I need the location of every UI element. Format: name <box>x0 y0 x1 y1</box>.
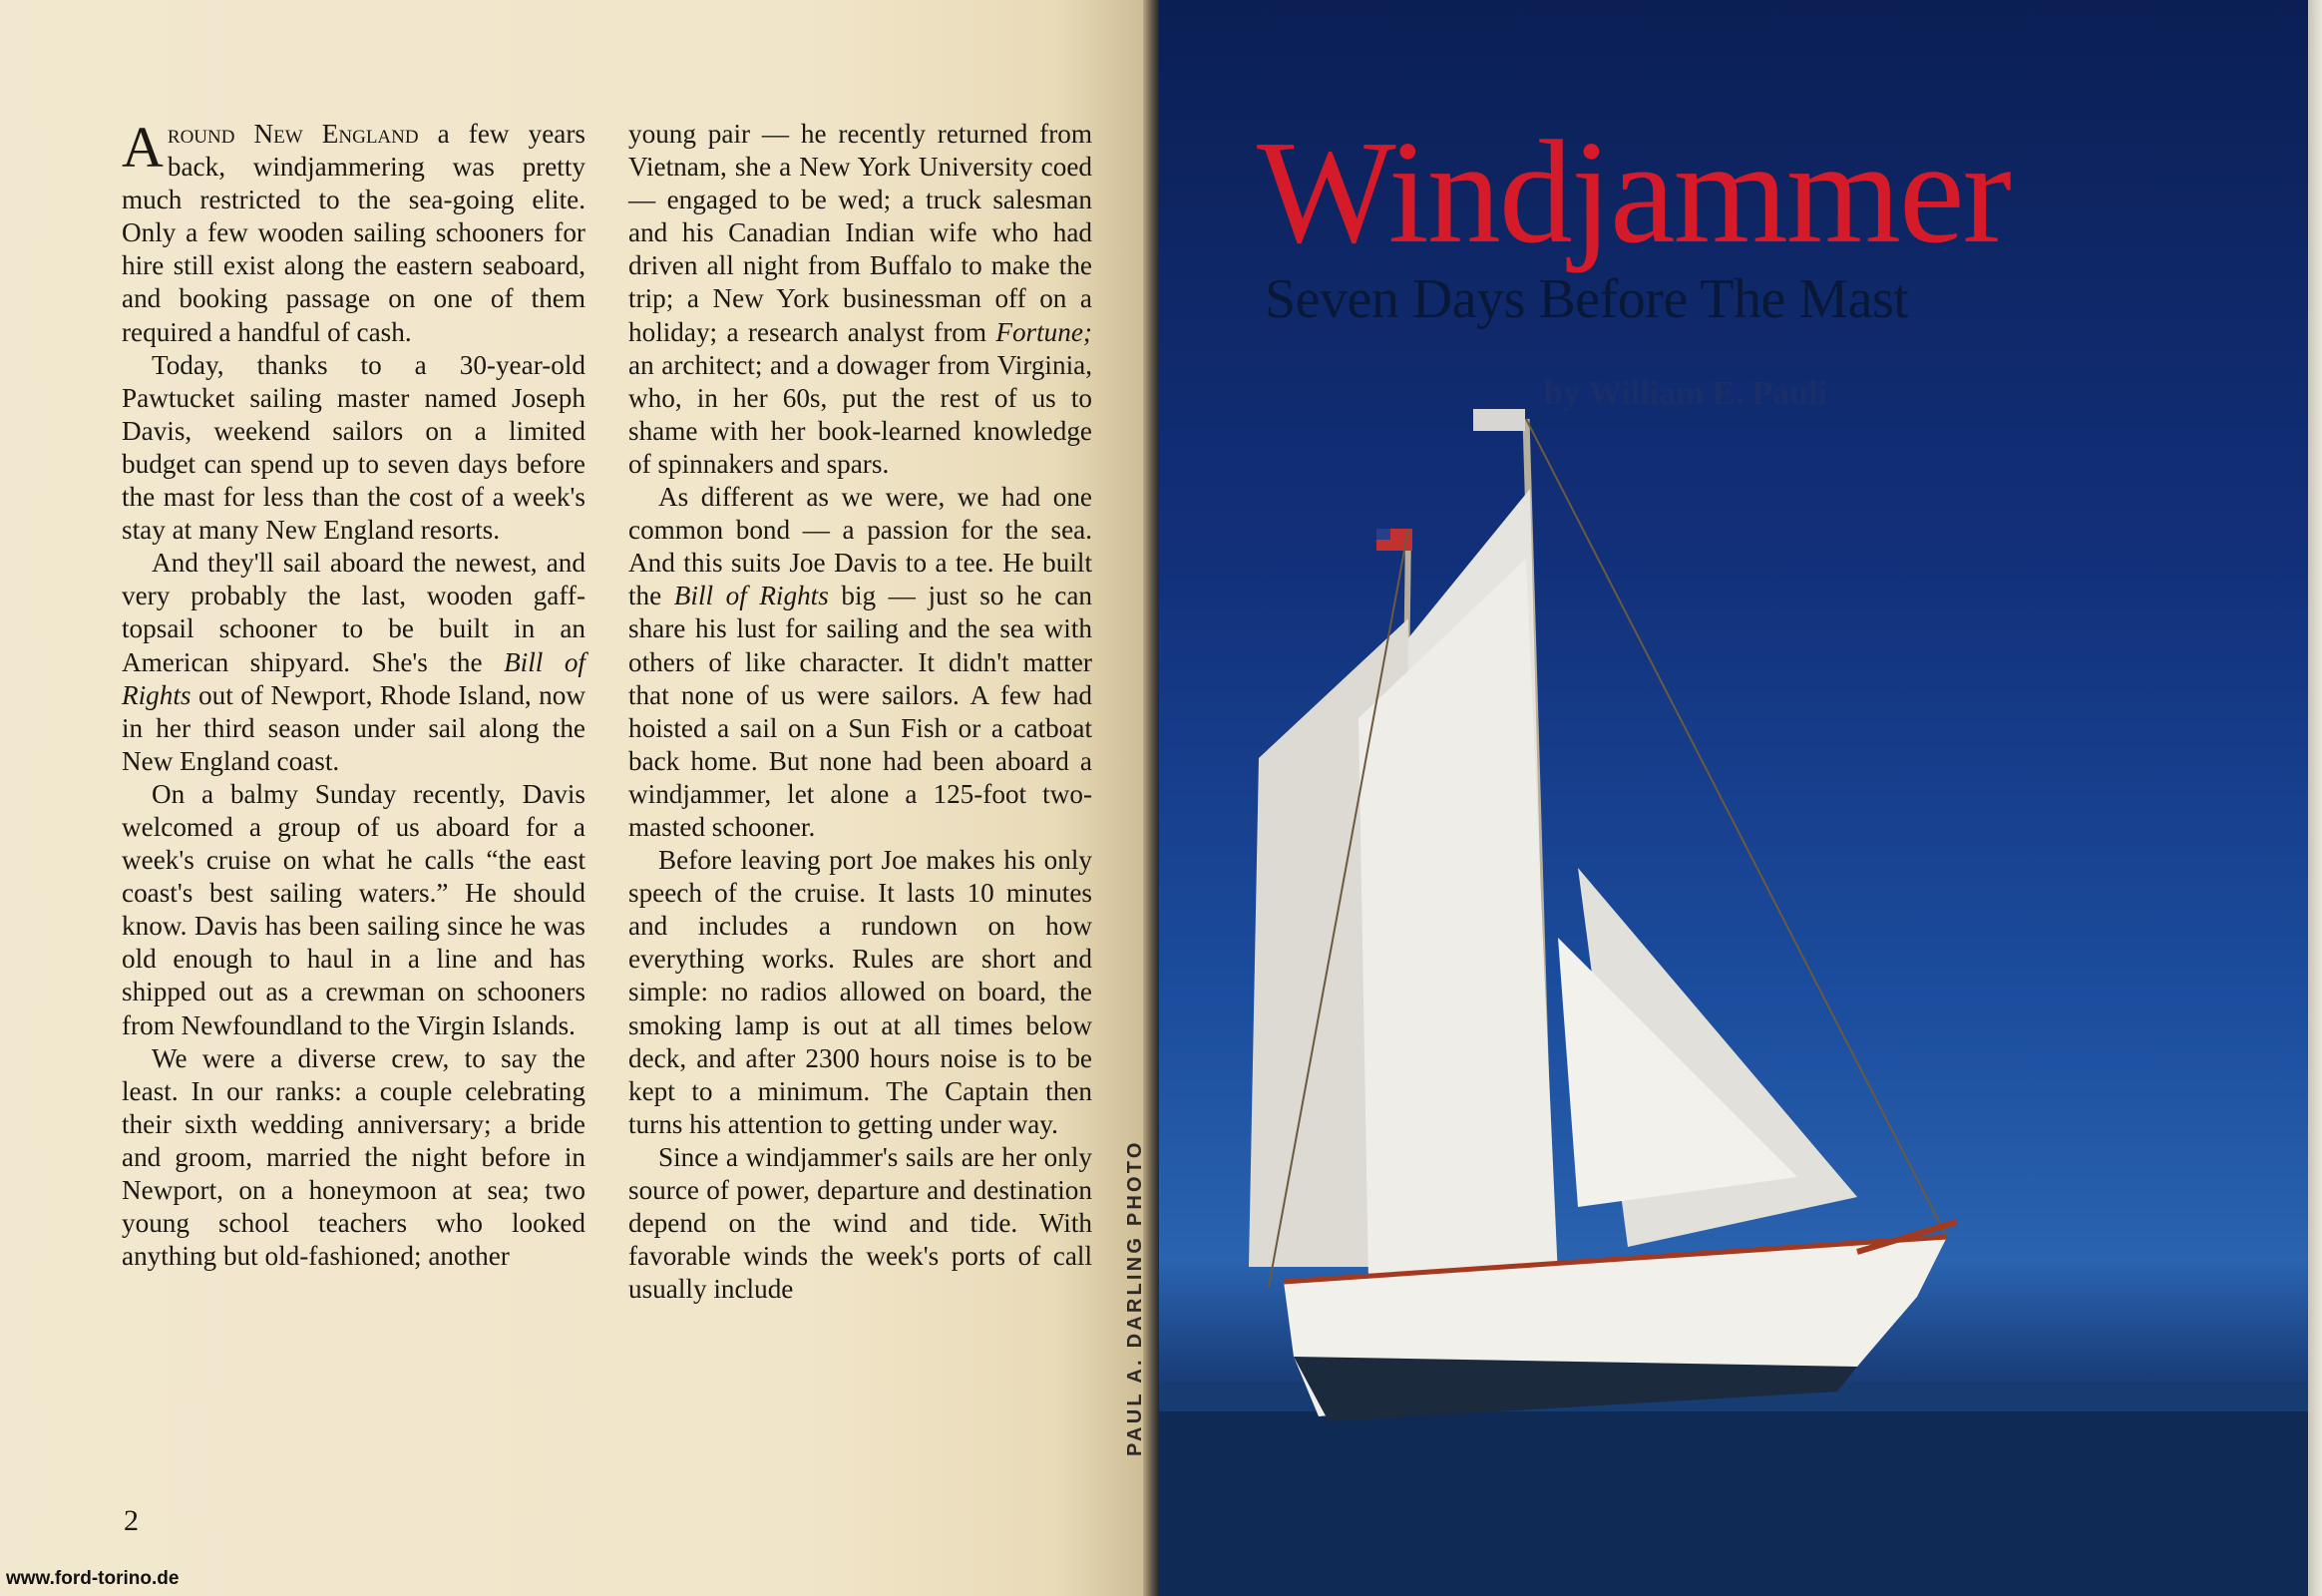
photo-credit: PAUL A. DARLING PHOTO <box>1124 1139 1146 1456</box>
paragraph-text: young pair — he recently returned from Vietnam, she a New York University coed — engaged to be wed; a truck salesman and his Canadian Indian wife who had driven all night from Buffalo to make the trip; a New York businessman off on a holiday; a research analyst from <box>628 119 1092 347</box>
paragraph <box>122 547 585 778</box>
ship-name: Bill of Rights <box>673 581 829 611</box>
paragraph: On a balmy Sunday recently, Davis welcomed a group of us aboard for a week's cruise on what he calls “the east coast's best sailing waters.” He should know. Davis has been sailing since he was old enough to haul in a line and has shipped out as a crewman on schooners from Newfoundland to the Virgin Islands. <box>122 778 585 1040</box>
paragraph <box>628 118 1092 481</box>
paragraph: Today, thanks to a 30-year-old Pawtucket sailing master named Joseph Davis, weekend sailors on a limited budget can spend up to seven days before the mast for less than the cost of a week's stay at many New England resorts. <box>122 349 585 546</box>
dropcap: A <box>122 115 164 180</box>
paragraph: We were a diverse crew, to say the least. In our ranks: a couple celebrating their sixth wedding anniversary; a bride and groom, married the night before in Newport, on a honeymoon at sea; two young school teachers who looked anything but old-fashioned; another <box>122 1042 585 1272</box>
website-watermark: www.ford-torino.de <box>6 1568 180 1589</box>
paragraph: Before leaving port Joe makes his only speech of the cruise. It lasts 10 minutes and includes a rundown on how everything works. Rules are short and simple: no radios allowed on board, the smoking lamp is out at all times below deck, and after 2300 hours noise is to be kept to a minimum. The Captain then turns his attention to getting under way. <box>628 845 1092 1139</box>
article-subtitle: Seven Days Before The Mast <box>1265 268 1909 330</box>
paragraph <box>628 481 1092 844</box>
magazine-name: Fortune; <box>995 316 1092 347</box>
text-column-2 <box>628 118 1092 1306</box>
article-title: Windjammer <box>1257 111 2010 274</box>
paragraph-text: a few years back, windjammering was pretty much restricted to the sea-going elite. Only a few wooden sailing schooners for hire still exist along the eastern seaboard, and booking passage on one of them required a handful of cash. <box>122 119 585 347</box>
paragraph-text: an architect; and a dowager from Virginia, who, in her 60s, put the rest of us to shame with her book-learned knowledge of spinnakers and spars. <box>628 349 1092 479</box>
pennant-flag <box>1473 409 1525 431</box>
us-flag-canton <box>1376 529 1390 540</box>
paragraph: Since a windjammer's sails are her only source of power, departure and destination depend on the wind and tide. With favorable winds the week's ports of call usually include <box>628 1141 1092 1305</box>
paragraph-text: big — just so he can share his lust for sailing and the sea with others of like character. It didn't matter that none of us were sailors. A few had hoisted a sail on a Sun Fish or a catboat back home. But none had been aboard a windjammer, let alone a 125-foot two-masted schooner. <box>628 581 1092 842</box>
smallcaps-lead: round New England <box>167 119 419 149</box>
byline: by William E. Pauli <box>1544 375 1828 412</box>
paragraph <box>122 115 585 349</box>
page-number: 2 <box>124 1504 139 1537</box>
paragraph-text: As different as we were, we had one common bond — a passion for the sea. And this suits Joe Davis to a tee. He built the <box>628 482 1092 611</box>
staysail <box>1558 938 1797 1207</box>
page-edge <box>2308 0 2322 1596</box>
paragraph-text: out of Newport, Rhode Island, now in her third season under sail along the New England coast. <box>122 679 585 776</box>
text-column-1 <box>122 115 585 1273</box>
paragraph-text: And they'll sail aboard the newest, and very probably the last, wooden gaff-topsail schooner to be built in an American shipyard. She's the <box>122 548 585 677</box>
ship-name: Bill of Rights <box>122 646 585 710</box>
